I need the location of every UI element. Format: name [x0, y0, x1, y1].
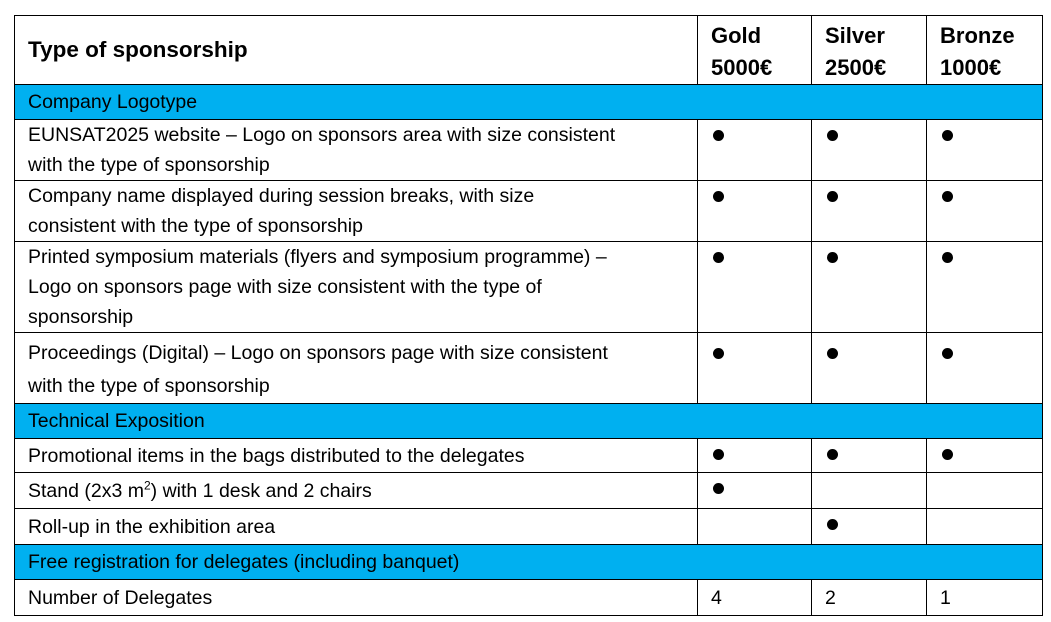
description-line: Printed symposium materials (flyers and symposium programme) – — [28, 246, 607, 268]
silver-header — [812, 16, 927, 85]
bronze-price: 1000€ — [940, 55, 1002, 80]
benefit-description — [15, 333, 698, 404]
benefit-description — [15, 473, 698, 509]
silver-delegates: 2 — [812, 580, 927, 616]
section-row-company-logotype — [15, 85, 1043, 120]
gold-price: 5000€ — [711, 55, 773, 80]
description-line: consistent with the type of sponsorship — [28, 215, 363, 237]
silver-bullet-icon — [812, 509, 927, 545]
section-row-free-registration — [15, 545, 1043, 580]
bronze-bullet-icon — [927, 439, 1043, 473]
bronze-bullet-icon — [927, 120, 1043, 181]
bronze-bullet-icon — [927, 181, 1043, 242]
gold-empty-cell — [698, 509, 812, 545]
table-row — [15, 120, 1043, 181]
description-line: with the type of sponsorship — [28, 375, 270, 397]
benefit-description: Number of Delegates — [15, 580, 698, 616]
gold-bullet-icon — [698, 120, 812, 181]
type-of-sponsorship-header: Type of sponsorship — [15, 16, 698, 85]
silver-bullet-icon — [812, 333, 927, 404]
section-row-technical-exposition — [15, 404, 1043, 439]
section-title: Company Logotype — [15, 85, 1043, 120]
gold-bullet-icon — [698, 333, 812, 404]
gold-delegates: 4 — [698, 580, 812, 616]
bronze-header — [927, 16, 1043, 85]
bronze-bullet-icon — [927, 242, 1043, 333]
description-line: EUNSAT2025 website – Logo on sponsors area with size consistent — [28, 124, 616, 146]
stand-text-after: ) with 1 desk and 2 chairs — [150, 479, 372, 502]
bronze-empty-cell — [927, 509, 1043, 545]
silver-bullet-icon — [812, 120, 927, 181]
description-line: Logo on sponsors page with size consistent with the type of — [28, 276, 542, 298]
description-line: Proceedings (Digital) – Logo on sponsors page with size consistent — [28, 342, 608, 364]
silver-bullet-icon — [812, 439, 927, 473]
silver-empty-cell — [812, 473, 927, 509]
stand-text: Stand (2x3 m — [28, 479, 144, 502]
bronze-empty-cell — [927, 473, 1043, 509]
bronze-name: Bronze — [940, 23, 1015, 48]
section-title: Technical Exposition — [15, 404, 1043, 439]
silver-bullet-icon — [812, 181, 927, 242]
silver-bullet-icon — [812, 242, 927, 333]
table-row — [15, 181, 1043, 242]
section-title: Free registration for delegates (including banquet) — [15, 545, 1043, 580]
table-row — [15, 473, 1043, 509]
table-row — [15, 509, 1043, 545]
silver-price: 2500€ — [825, 55, 887, 80]
stand-superscript: 2 — [143, 478, 151, 492]
gold-name: Gold — [711, 23, 762, 48]
gold-bullet-icon — [698, 181, 812, 242]
benefit-description — [15, 181, 698, 242]
table-row — [15, 333, 1043, 404]
gold-header — [698, 16, 812, 85]
table-row — [15, 580, 1043, 616]
gold-bullet-icon — [698, 242, 812, 333]
silver-name: Silver — [825, 23, 885, 48]
bronze-delegates: 1 — [927, 580, 1043, 616]
benefit-description — [15, 242, 698, 333]
table-row — [15, 242, 1043, 333]
description-line: with the type of sponsorship — [28, 154, 270, 176]
description-line: sponsorship — [28, 306, 134, 328]
bronze-bullet-icon — [927, 333, 1043, 404]
benefit-description: Promotional items in the bags distributed to the delegates — [15, 439, 698, 473]
sponsorship-table — [14, 15, 1043, 616]
benefit-description — [15, 120, 698, 181]
gold-bullet-icon — [698, 439, 812, 473]
gold-bullet-icon — [698, 473, 812, 509]
benefit-description: Roll-up in the exhibition area — [15, 509, 698, 545]
header-row — [15, 16, 1043, 85]
description-line: Company name displayed during session breaks, with size — [28, 185, 535, 207]
table-row — [15, 439, 1043, 473]
